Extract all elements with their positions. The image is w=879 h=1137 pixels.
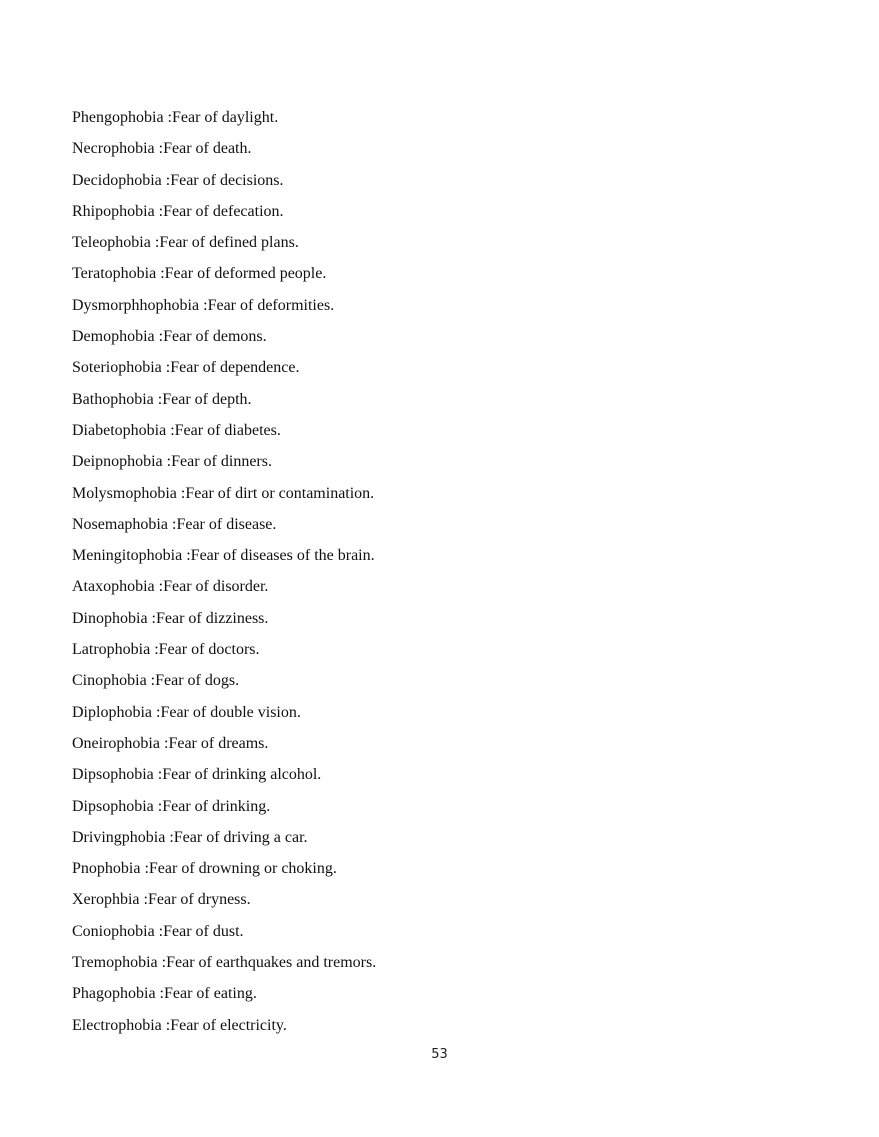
phobia-term: Tremophobia [72,954,158,972]
phobia-term: Dinophobia [72,609,148,627]
list-item [72,947,376,978]
list-item [72,415,376,446]
phobia-term: Teratophobia [72,265,157,283]
phobia-term: Drivingphobia [72,828,166,846]
phobia-definition: Fear of defecation. [163,202,284,220]
phobia-term: Soteriophobia [72,359,162,377]
term-separator: : [146,672,156,690]
phobia-definition: Fear of dust. [163,922,244,940]
phobia-definition: Fear of dryness. [147,891,251,909]
phobia-term: Electrophobia [72,1016,162,1034]
list-item [72,978,376,1009]
list-item [72,540,376,571]
list-item [72,258,376,289]
phobia-term: Necrophobia [72,140,155,158]
term-separator: : [154,140,164,158]
phobia-definition: Fear of death. [163,140,252,158]
phobia-definition: Fear of dogs. [155,672,240,690]
list-item [72,165,376,196]
list-item [72,102,376,133]
phobia-definition: Fear of drowning or choking. [148,860,337,878]
phobia-definition: Fear of dinners. [171,453,272,471]
phobia-definition: Fear of diseases of the brain. [190,547,375,565]
term-separator: : [154,578,164,596]
phobia-term: Phagophobia [72,985,156,1003]
term-separator: : [199,296,208,314]
term-separator: : [176,484,186,502]
phobia-definition: Fear of diabetes. [174,421,281,439]
term-separator: : [161,1016,171,1034]
list-item [72,352,376,383]
phobia-definition: Fear of daylight. [172,109,279,126]
phobia-term: Bathophobia [72,390,154,408]
phobia-definition: Fear of earthquakes and tremors. [166,954,377,972]
phobia-definition: Fear of drinking alcohol. [162,766,322,784]
term-separator: : [163,109,172,126]
phobia-definition: Fear of decisions. [170,171,284,189]
list-item [72,1010,376,1041]
phobia-term: Teleophobia [72,234,151,252]
term-separator: : [156,265,165,283]
page-number: 53 [431,1047,448,1062]
phobia-term: Coniophobia [72,922,155,940]
phobia-definition: Fear of disease. [176,515,277,533]
term-separator: : [155,985,164,1003]
term-separator: : [154,328,164,346]
phobia-definition: Fear of dizziness. [156,609,269,627]
term-separator: : [166,421,175,439]
phobia-definition: Fear of dependence. [170,359,300,377]
phobia-definition: Fear of double vision. [160,703,301,721]
phobia-term: Rhipophobia [72,202,155,220]
phobia-term: Xerophbia [72,891,140,909]
phobia-definition: Fear of dreams. [168,734,269,752]
list-item [72,603,376,634]
phobia-definition: Fear of dirt or contamination. [185,484,375,502]
phobia-term: Diplophobia [72,703,152,721]
phobia-definition: Fear of deformed people. [164,265,327,283]
term-separator: : [139,891,148,909]
list-item [72,665,376,696]
phobia-term: Dysmorphhophobia [72,296,200,314]
phobia-list [72,102,376,1041]
term-separator: : [153,766,163,784]
term-separator: : [165,828,174,846]
term-separator: : [162,453,172,471]
term-separator: : [150,234,160,252]
list-item [72,884,376,915]
term-separator: : [154,202,164,220]
term-separator: : [161,359,171,377]
list-item [72,791,376,822]
phobia-term: Oneirophobia [72,734,160,752]
phobia-term: Dipsophobia [72,797,154,815]
list-item [72,634,376,665]
phobia-definition: Fear of eating. [164,985,257,1003]
phobia-definition: Fear of deformities. [207,296,335,314]
list-item [72,133,376,164]
phobia-definition: Fear of disorder. [163,578,269,596]
phobia-term: Molysmophobia [72,484,177,502]
phobia-term: Meningitophobia [72,547,183,565]
term-separator: : [154,922,164,940]
list-item [72,822,376,853]
phobia-term: Latrophobia [72,641,151,659]
term-separator: : [150,641,159,659]
phobia-term: Cinophobia [72,672,147,690]
term-separator: : [153,390,163,408]
list-item [72,446,376,477]
phobia-term: Nosemaphobia [72,515,168,533]
term-separator: : [157,954,167,972]
phobia-term: Decidophobia [72,171,162,189]
phobia-definition: Fear of doctors. [158,641,260,659]
phobia-term: Demophobia [72,328,155,346]
list-item [72,321,376,352]
term-separator: : [140,860,149,878]
phobia-term: Diabetophobia [72,421,167,439]
term-separator: : [152,703,161,721]
term-separator: : [182,547,191,565]
phobia-term: Deipnophobia [72,453,163,471]
phobia-definition: Fear of demons. [163,328,267,346]
term-separator: : [147,609,156,627]
phobia-term: Ataxophobia [72,578,155,596]
phobia-definition: Fear of defined plans. [159,234,299,252]
list-item [72,728,376,759]
phobia-term: Dipsophobia [72,766,154,784]
phobia-definition: Fear of depth. [162,390,252,408]
list-item [72,759,376,790]
term-separator: : [167,515,177,533]
phobia-definition: Fear of driving a car. [173,828,308,846]
list-item [72,478,376,509]
phobia-definition: Fear of drinking. [162,797,271,815]
list-item [72,571,376,602]
term-separator: : [153,797,163,815]
list-item [72,697,376,728]
phobia-term: Pnophobia [72,860,141,878]
phobia-term: Phengophobia [72,109,164,126]
list-item [72,853,376,884]
list-item [72,509,376,540]
list-item [72,290,376,321]
list-item [72,384,376,415]
term-separator: : [161,171,171,189]
list-item [72,916,376,947]
phobia-definition: Fear of electricity. [170,1016,287,1034]
term-separator: : [159,734,169,752]
list-item [72,196,376,227]
list-item [72,227,376,258]
